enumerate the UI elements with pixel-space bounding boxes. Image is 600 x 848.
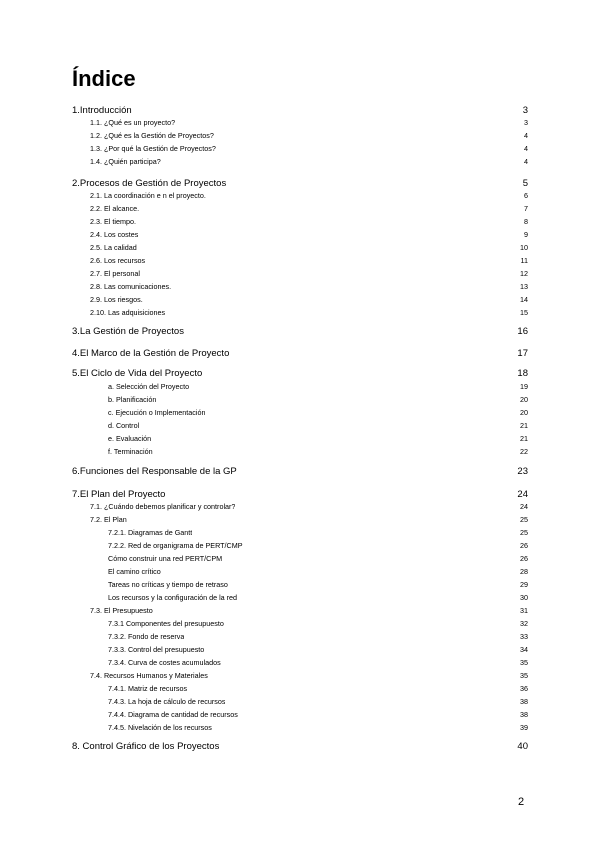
toc-entry[interactable] (90, 131, 528, 140)
toc-entry-page: 20 (520, 408, 528, 417)
toc-entry[interactable] (108, 710, 528, 719)
toc-entry[interactable] (108, 580, 528, 589)
toc-entry-label: 2.2. El alcance. (90, 204, 140, 213)
toc-entry[interactable] (90, 502, 528, 511)
toc-entry-label: 6.Funciones del Responsable de la GP (72, 466, 237, 477)
toc-entry-label: 7.3.4. Curva de costes acumulados (108, 658, 221, 667)
toc-entry-label: 7.3.2. Fondo de reserva (108, 632, 185, 641)
toc-entry-page: 25 (520, 515, 528, 524)
toc-entry[interactable] (108, 593, 528, 602)
toc-entry[interactable] (108, 645, 528, 654)
toc-entry[interactable] (108, 632, 528, 641)
toc-entry[interactable] (108, 619, 528, 628)
toc-entry-label: 7.4.4. Diagrama de cantidad de recursos (108, 710, 238, 719)
toc-entry-label: 1.2. ¿Qué es la Gestión de Proyectos? (90, 131, 214, 140)
toc-entry[interactable] (90, 230, 528, 239)
toc-entry-label: 1.1. ¿Qué es un proyecto? (90, 118, 176, 127)
toc-entry-page: 4 (524, 157, 528, 166)
toc-entry-label: 7.4.3. La hoja de cálculo de recursos (108, 697, 226, 706)
toc-entry-label: 1.Introducción (72, 105, 132, 116)
toc-entry[interactable] (90, 191, 528, 200)
toc-entry[interactable] (90, 282, 528, 291)
toc-entry[interactable] (108, 447, 528, 456)
toc-entry-label: 2.8. Las comunicaciones. (90, 282, 172, 291)
toc-entry-page: 40 (517, 741, 528, 752)
toc-entry-label: 7.3.3. Control del presupuesto (108, 645, 205, 654)
toc-entry-page: 9 (524, 230, 528, 239)
toc-entry[interactable] (72, 741, 528, 752)
toc-entry-page: 24 (520, 502, 528, 511)
toc-entry[interactable] (108, 421, 528, 430)
toc-entry-label: 2.Procesos de Gestión de Proyectos (72, 178, 227, 189)
toc-entry-page: 3 (524, 118, 528, 127)
toc-entry[interactable] (90, 515, 528, 524)
toc-entry[interactable] (72, 105, 528, 116)
toc-entry-label: 2.5. La calidad (90, 243, 137, 252)
toc-entry-page: 18 (517, 368, 528, 379)
toc-entry[interactable] (90, 204, 528, 213)
toc-entry-page: 38 (520, 710, 528, 719)
toc-entry-page: 22 (520, 447, 528, 456)
toc-entry[interactable] (90, 308, 528, 317)
toc-entry[interactable] (108, 382, 528, 391)
toc-entry-page: 13 (520, 282, 528, 291)
toc-entry-label: 2.10. Las adquisiciones (90, 308, 166, 317)
toc-entry-page: 4 (524, 144, 528, 153)
toc-entry-label: Tareas no críticas y tiempo de retraso (108, 580, 228, 589)
toc-entry-label: a. Selección del Proyecto (108, 382, 190, 391)
toc-entry-label: 2.9. Los riesgos. (90, 295, 143, 304)
toc-entry-page: 24 (517, 489, 528, 500)
toc-entry-label: 7.2.1. Diagramas de Gantt (108, 528, 193, 537)
toc-entry-label: 7.4.5. Nivelación de los recursos (108, 723, 212, 732)
toc-entry[interactable] (72, 178, 528, 189)
toc-entry[interactable] (90, 671, 528, 680)
toc-entry-page: 30 (520, 593, 528, 602)
toc-entry-label: 5.El Ciclo de Vida del Proyecto (72, 368, 203, 379)
toc-entry-label: 7.2. El Plan (90, 515, 127, 524)
toc-entry-page: 28 (520, 567, 528, 576)
toc-entry-label: Los recursos y la configuración de la red (108, 593, 238, 602)
toc-entry-page: 38 (520, 697, 528, 706)
toc-entry[interactable] (72, 348, 528, 359)
toc-entry-page: 4 (524, 131, 528, 140)
toc-entry-label: b. Planificación (108, 395, 157, 404)
page-title: Índice (72, 66, 136, 91)
toc-entry-label: 2.3. El tiempo. (90, 217, 136, 226)
toc-entry[interactable] (90, 157, 528, 166)
toc-entry-page: 23 (517, 466, 528, 477)
toc-entry-page: 8 (524, 217, 528, 226)
toc-entry-label: 2.1. La coordinación e n el proyecto. (90, 191, 206, 200)
toc-entry[interactable] (72, 466, 528, 477)
toc-entry-page: 39 (520, 723, 528, 732)
toc-entry-label: Cómo construir una red PERT/CPM (108, 554, 223, 563)
toc-entry[interactable] (108, 408, 528, 417)
toc-entry[interactable] (108, 658, 528, 667)
toc-entry[interactable] (108, 554, 528, 563)
toc-entry-page: 6 (524, 191, 528, 200)
toc-entry-page: 26 (520, 554, 528, 563)
toc-entry-label: 7.3.1 Componentes del presupuesto (108, 619, 224, 628)
toc-entry-label: El camino crítico (108, 567, 161, 576)
toc-entry-page: 36 (520, 684, 528, 693)
toc-entry-page: 35 (520, 671, 528, 680)
toc-entry-label: 2.6. Los recursos (90, 256, 146, 265)
toc-entry-label: 7.1. ¿Cuándo debemos planificar y controlar? (90, 502, 236, 511)
toc-entry[interactable] (90, 256, 528, 265)
toc-entry-page: 16 (517, 326, 528, 337)
toc-entry-page: 7 (524, 204, 528, 213)
toc-entry-page: 21 (520, 421, 528, 430)
toc-entry-label: 1.3. ¿Por qué la Gestión de Proyectos? (90, 144, 216, 153)
toc-entry-page: 35 (520, 658, 528, 667)
toc-entry[interactable] (108, 567, 528, 576)
toc-entry-label: 7.3. El Presupuesto (90, 606, 153, 615)
toc-entry[interactable] (72, 489, 528, 500)
toc-entry[interactable] (108, 723, 528, 732)
toc-entry-label: c. Ejecución o Implementación (108, 408, 206, 417)
toc-entry-page: 12 (520, 269, 528, 278)
toc-entry-page: 20 (520, 395, 528, 404)
toc-entry[interactable] (90, 269, 528, 278)
toc-entry-page: 21 (520, 434, 528, 443)
toc-entry-label: 2.4. Los costes (90, 230, 139, 239)
toc-entry-label: 2.7. El personal (90, 269, 140, 278)
toc-entry-page: 33 (520, 632, 528, 641)
toc-entry[interactable] (108, 395, 528, 404)
toc-entry-page: 31 (520, 606, 528, 615)
toc-entry-label: f. Terminación (108, 447, 153, 456)
toc-entry-page: 15 (520, 308, 528, 317)
toc-entry-page: 11 (520, 256, 528, 265)
toc-entry-page: 26 (520, 541, 528, 550)
toc-entry[interactable] (90, 295, 528, 304)
toc-entry[interactable] (90, 243, 528, 252)
toc-entry-page: 5 (522, 178, 528, 189)
toc-entry-label: 7.4. Recursos Humanos y Materiales (90, 671, 208, 680)
toc-entry-page: 10 (520, 243, 528, 252)
toc-entry-page: 32 (520, 619, 528, 628)
toc-entry-page: 3 (522, 105, 528, 116)
toc-entry[interactable] (90, 118, 528, 127)
toc-entry[interactable] (90, 217, 528, 226)
toc-entry[interactable] (108, 684, 528, 693)
toc-entry-page: 19 (520, 382, 528, 391)
toc-entry-label: 1.4. ¿Quién participa? (90, 157, 161, 166)
toc-entry[interactable] (90, 144, 528, 153)
toc-entry-page: 29 (520, 580, 528, 589)
toc-entry-label: 7.2.2. Red de organigrama de PERT/CMP (108, 541, 243, 550)
toc-entry-page: 34 (520, 645, 528, 654)
toc-entry[interactable] (90, 606, 528, 615)
toc-entry[interactable] (72, 326, 528, 337)
page-number: 2 (518, 796, 525, 808)
toc-entry[interactable] (108, 528, 528, 537)
toc-entry-label: 8. Control Gráfico de los Proyectos (72, 741, 220, 752)
toc-entry-label: 4.El Marco de la Gestión de Proyecto (72, 348, 230, 359)
toc-entry[interactable] (108, 434, 528, 443)
toc-entry-label: 7.El Plan del Proyecto (72, 489, 166, 500)
toc-entry-label: d. Control (108, 421, 140, 430)
toc-entry-page: 25 (520, 528, 528, 537)
toc-entry-page: 17 (517, 348, 528, 359)
toc-entry-label: 7.4.1. Matriz de recursos (108, 684, 188, 693)
toc-entry[interactable] (72, 368, 528, 379)
toc-entry-page: 14 (520, 295, 528, 304)
toc-entry-label: 3.La Gestión de Proyectos (72, 326, 184, 337)
toc-entry-label: e. Evaluación (108, 434, 152, 443)
toc-entry[interactable] (108, 697, 528, 706)
toc-entry[interactable] (108, 541, 528, 550)
